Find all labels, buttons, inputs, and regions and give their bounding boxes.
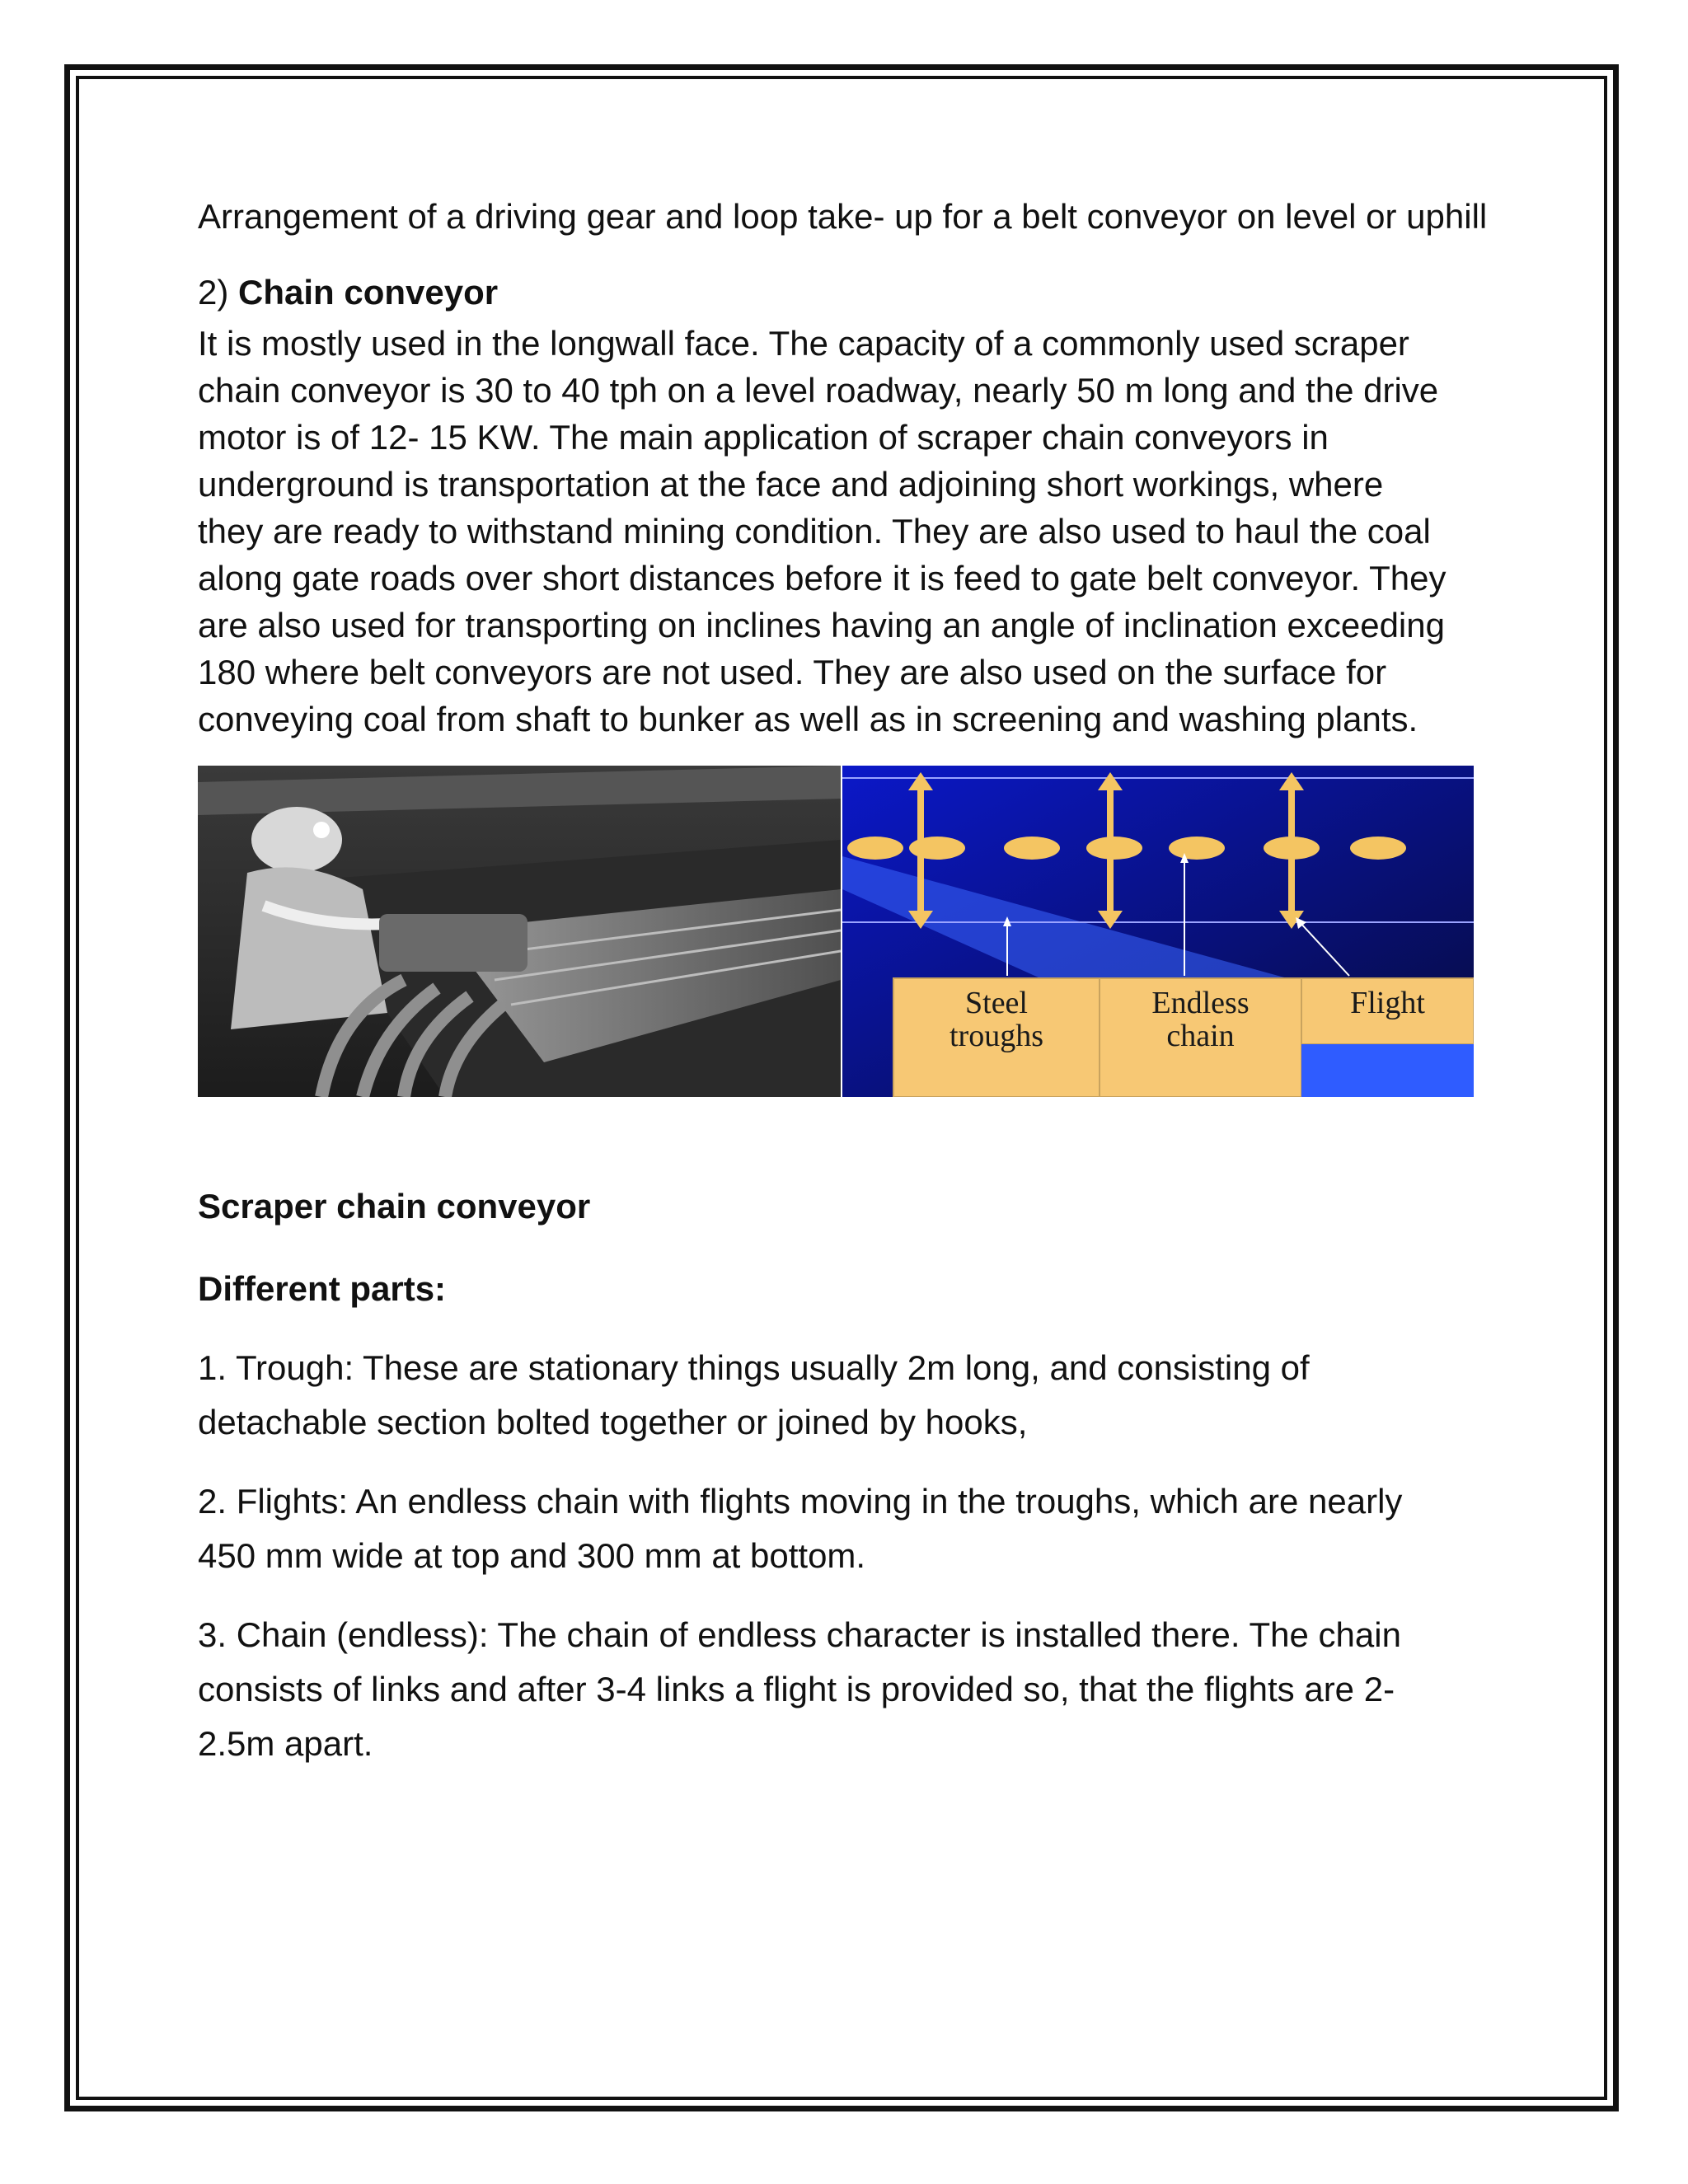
section-heading [198,265,1500,320]
part-item-flights [198,1474,1500,1583]
page-content [198,190,1500,1771]
miner-photo [198,766,841,1097]
part-line: 3. Chain (endless): The chain of endless character is installed there. The chain [198,1615,1401,1654]
part-item-trough [198,1341,1500,1450]
label-endless-chain [1100,987,1301,1052]
part-line: consists of links and after 3-4 links a flight is provided so, that the flights are 2- [198,1670,1395,1708]
part-line: 2.5m apart. [198,1724,373,1763]
scraper-title: Scraper chain conveyor [198,1187,591,1226]
part-line: 1. Trough: These are stationary things usually 2m long, and consisting of [198,1348,1310,1387]
body-line: 180 where belt conveyors are not used. They are also used on the surface for [198,653,1387,691]
label-steel-line2: troughs [950,1019,1043,1053]
label-endless-line2: chain [1166,1019,1235,1053]
body-line: motor is of 12- 15 KW. The main application of scraper chain conveyors in [198,418,1329,457]
section-body [198,320,1500,743]
body-line: along gate roads over short distances before it is feed to gate belt conveyor. They [198,559,1447,598]
body-line: underground is transportation at the face and adjoining short workings, where [198,465,1384,504]
body-line: are also used for transporting on inclines having an angle of inclination exceeding [198,606,1445,644]
label-flight: Flight [1350,986,1425,1020]
label-endless-line1: Endless [1151,986,1250,1020]
parts-title: Different parts: [198,1269,447,1308]
part-item-chain [198,1608,1500,1771]
section-number: 2) [198,273,229,312]
body-line: chain conveyor is 30 to 40 tph on a level roadway, nearly 50 m long and the drive [198,371,1439,410]
conveyor-figure [198,766,1474,1097]
part-line: detachable section bolted together or joined by hooks, [198,1403,1028,1441]
scraper-diagram [842,766,1474,1097]
intro-paragraph: Arrangement of a driving gear and loop take- up for a belt conveyor on level or uphill [198,197,1488,236]
body-line: It is mostly used in the longwall face. The capacity of a commonly used scraper [198,324,1409,363]
label-steel-line1: Steel [965,986,1028,1020]
body-line: they are ready to withstand mining condition. They are also used to haul the coal [198,512,1431,551]
part-line: 450 mm wide at top and 300 mm at bottom. [198,1536,866,1575]
part-line: 2. Flights: An endless chain with flights moving in the troughs, which are nearly [198,1482,1403,1521]
section-title: Chain conveyor [238,273,499,312]
label-steel-troughs [893,987,1100,1052]
body-line: conveying coal from shaft to bunker as well as in screening and washing plants. [198,700,1418,738]
